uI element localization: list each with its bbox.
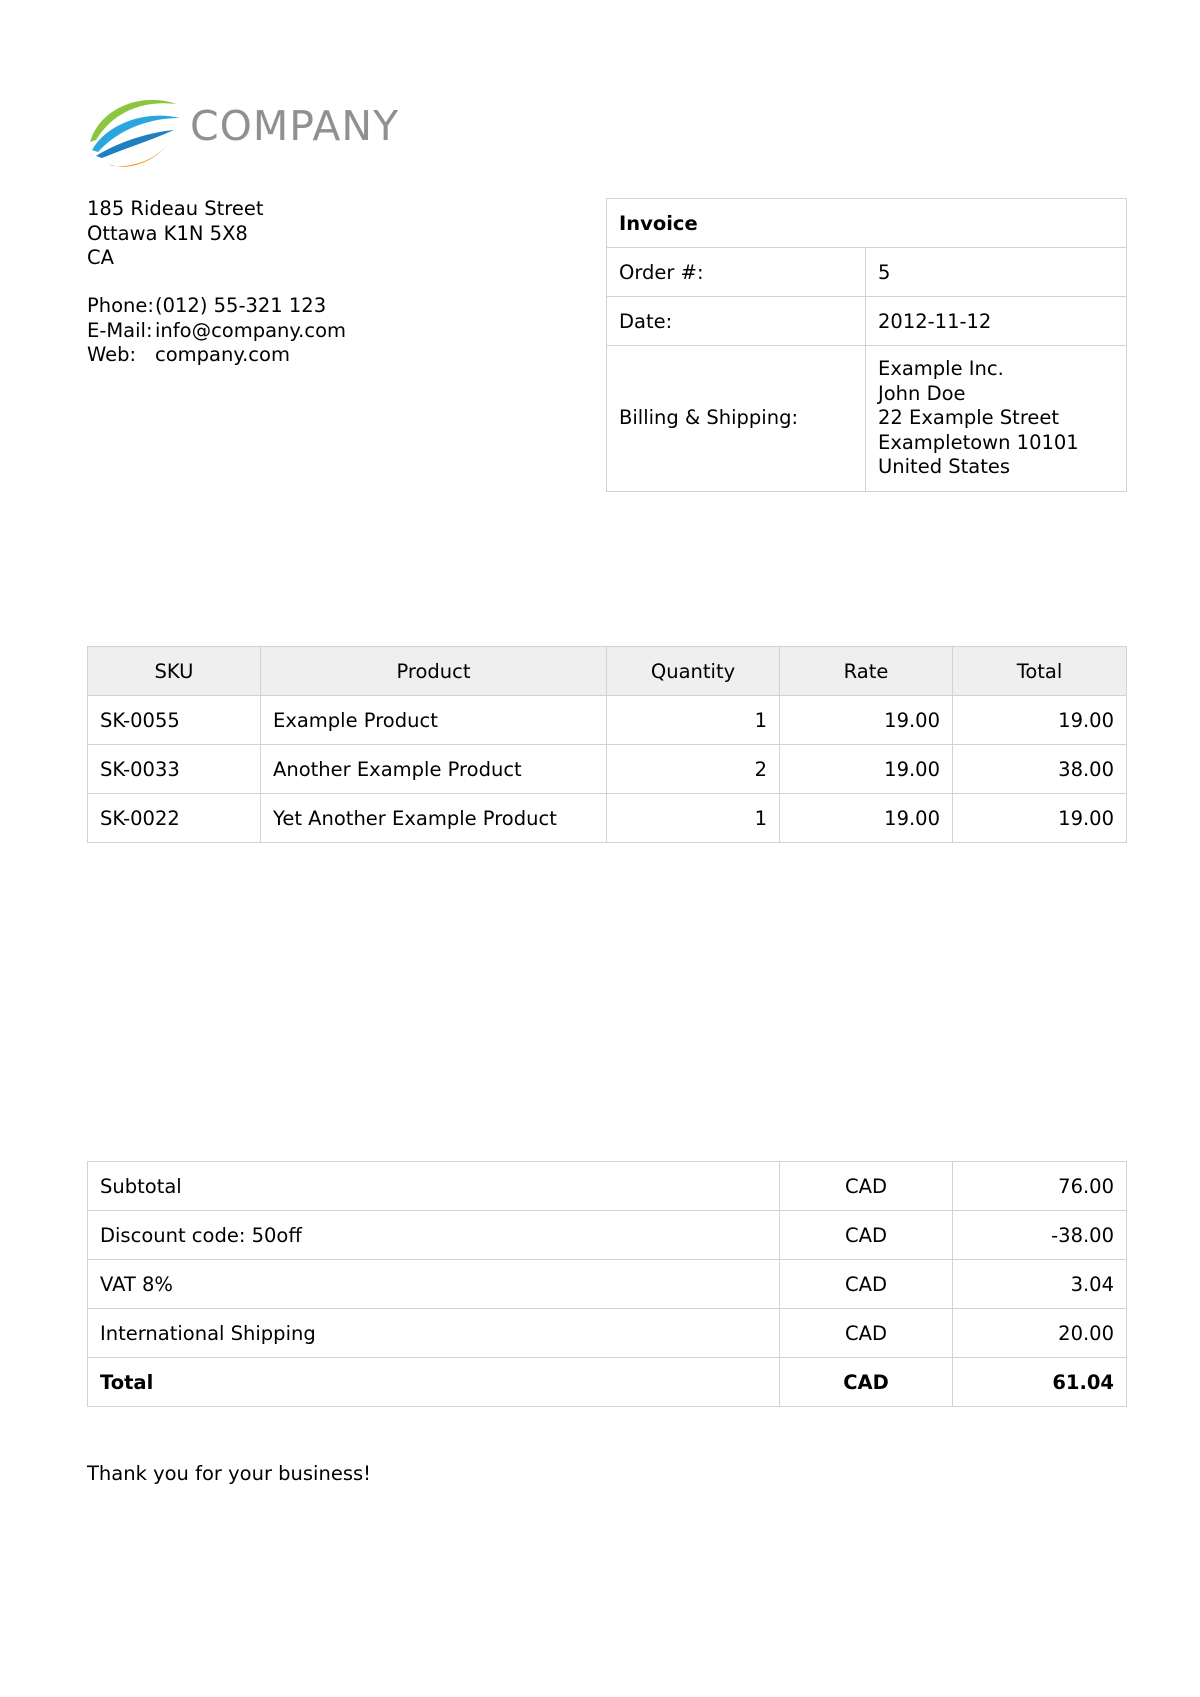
invoice-title: Invoice: [607, 199, 1127, 248]
totals-row-subtotal: [88, 1162, 1127, 1211]
totals-currency: CAD: [780, 1162, 953, 1211]
header-quantity: Quantity: [607, 647, 780, 696]
contact-label: E-Mail:: [87, 318, 153, 342]
item-quantity: 1: [607, 794, 780, 843]
header-sku: SKU: [88, 647, 261, 696]
totals-table: [87, 1161, 1127, 1407]
totals-amount: 61.04: [953, 1358, 1127, 1407]
totals-row-vat: [88, 1260, 1127, 1309]
line-items-header: [88, 647, 1127, 696]
address-line: Ottawa K1N 5X8: [87, 221, 248, 245]
billing-address: [866, 346, 1127, 492]
item-product: Example Product: [261, 696, 607, 745]
item-sku: SK-0022: [88, 794, 261, 843]
totals-amount: -38.00: [953, 1211, 1127, 1260]
item-rate: 19.00: [780, 745, 953, 794]
item-rate: 19.00: [780, 794, 953, 843]
item-quantity: 1: [607, 696, 780, 745]
item-sku: SK-0033: [88, 745, 261, 794]
totals-amount: 3.04: [953, 1260, 1127, 1309]
date-value: 2012-11-12: [866, 297, 1127, 346]
totals-row-shipping: [88, 1309, 1127, 1358]
totals-currency: CAD: [780, 1211, 953, 1260]
line-items-table: [87, 646, 1127, 843]
company-logo-swoosh-icon: [88, 92, 188, 174]
totals-label: Subtotal: [88, 1162, 780, 1211]
totals-currency: CAD: [780, 1309, 953, 1358]
totals-amount: 76.00: [953, 1162, 1127, 1211]
invoice-date-row: [607, 297, 1127, 346]
billing-label: Billing & Shipping:: [607, 346, 866, 492]
totals-row-discount: [88, 1211, 1127, 1260]
thank-you-note: Thank you for your business!: [87, 1462, 371, 1485]
contact-value: (012) 55-321 123: [155, 294, 327, 317]
billing-line: John Doe: [878, 381, 966, 405]
header-total: Total: [953, 647, 1127, 696]
item-sku: SK-0055: [88, 696, 261, 745]
company-address: [87, 197, 264, 271]
company-contact: [87, 294, 346, 368]
contact-label: Phone:: [87, 294, 154, 317]
header-rate: Rate: [780, 647, 953, 696]
item-product: Another Example Product: [261, 745, 607, 794]
invoice-details-table: [606, 198, 1127, 492]
item-product: Yet Another Example Product: [261, 794, 607, 843]
billing-line: United States: [878, 455, 1011, 479]
table-row: [88, 745, 1127, 794]
address-line: CA: [87, 246, 114, 269]
order-label: Order #:: [607, 248, 866, 297]
order-value: 5: [866, 248, 1127, 297]
invoice-order-row: [607, 248, 1127, 297]
contact-web: [87, 343, 346, 368]
totals-amount: 20.00: [953, 1309, 1127, 1358]
header-product: Product: [261, 647, 607, 696]
contact-value: company.com: [155, 343, 290, 366]
invoice-billing-row: [607, 346, 1127, 492]
totals-currency: CAD: [780, 1358, 953, 1407]
company-logo-text: COMPANY: [190, 102, 400, 150]
totals-label: VAT 8%: [88, 1260, 780, 1309]
totals-label: Total: [88, 1358, 780, 1407]
contact-value: info@company.com: [155, 318, 347, 342]
company-logo: [88, 92, 408, 174]
item-quantity: 2: [607, 745, 780, 794]
billing-line: Example Inc.: [878, 357, 1004, 381]
billing-line: Exampletown 10101: [878, 430, 1079, 454]
invoice-title-row: [607, 199, 1127, 248]
item-total: 19.00: [953, 794, 1127, 843]
contact-label: Web:: [87, 343, 137, 366]
totals-row-total: [88, 1358, 1127, 1407]
item-rate: 19.00: [780, 696, 953, 745]
contact-phone: [87, 294, 346, 319]
item-total: 38.00: [953, 745, 1127, 794]
billing-line: 22 Example Street: [878, 406, 1060, 430]
contact-email: [87, 319, 346, 344]
date-label: Date:: [607, 297, 866, 346]
totals-label: International Shipping: [88, 1309, 780, 1358]
item-total: 19.00: [953, 696, 1127, 745]
table-row: [88, 794, 1127, 843]
totals-currency: CAD: [780, 1260, 953, 1309]
table-row: [88, 696, 1127, 745]
totals-label: Discount code: 50off: [88, 1211, 780, 1260]
address-line: 185 Rideau Street: [87, 197, 264, 220]
